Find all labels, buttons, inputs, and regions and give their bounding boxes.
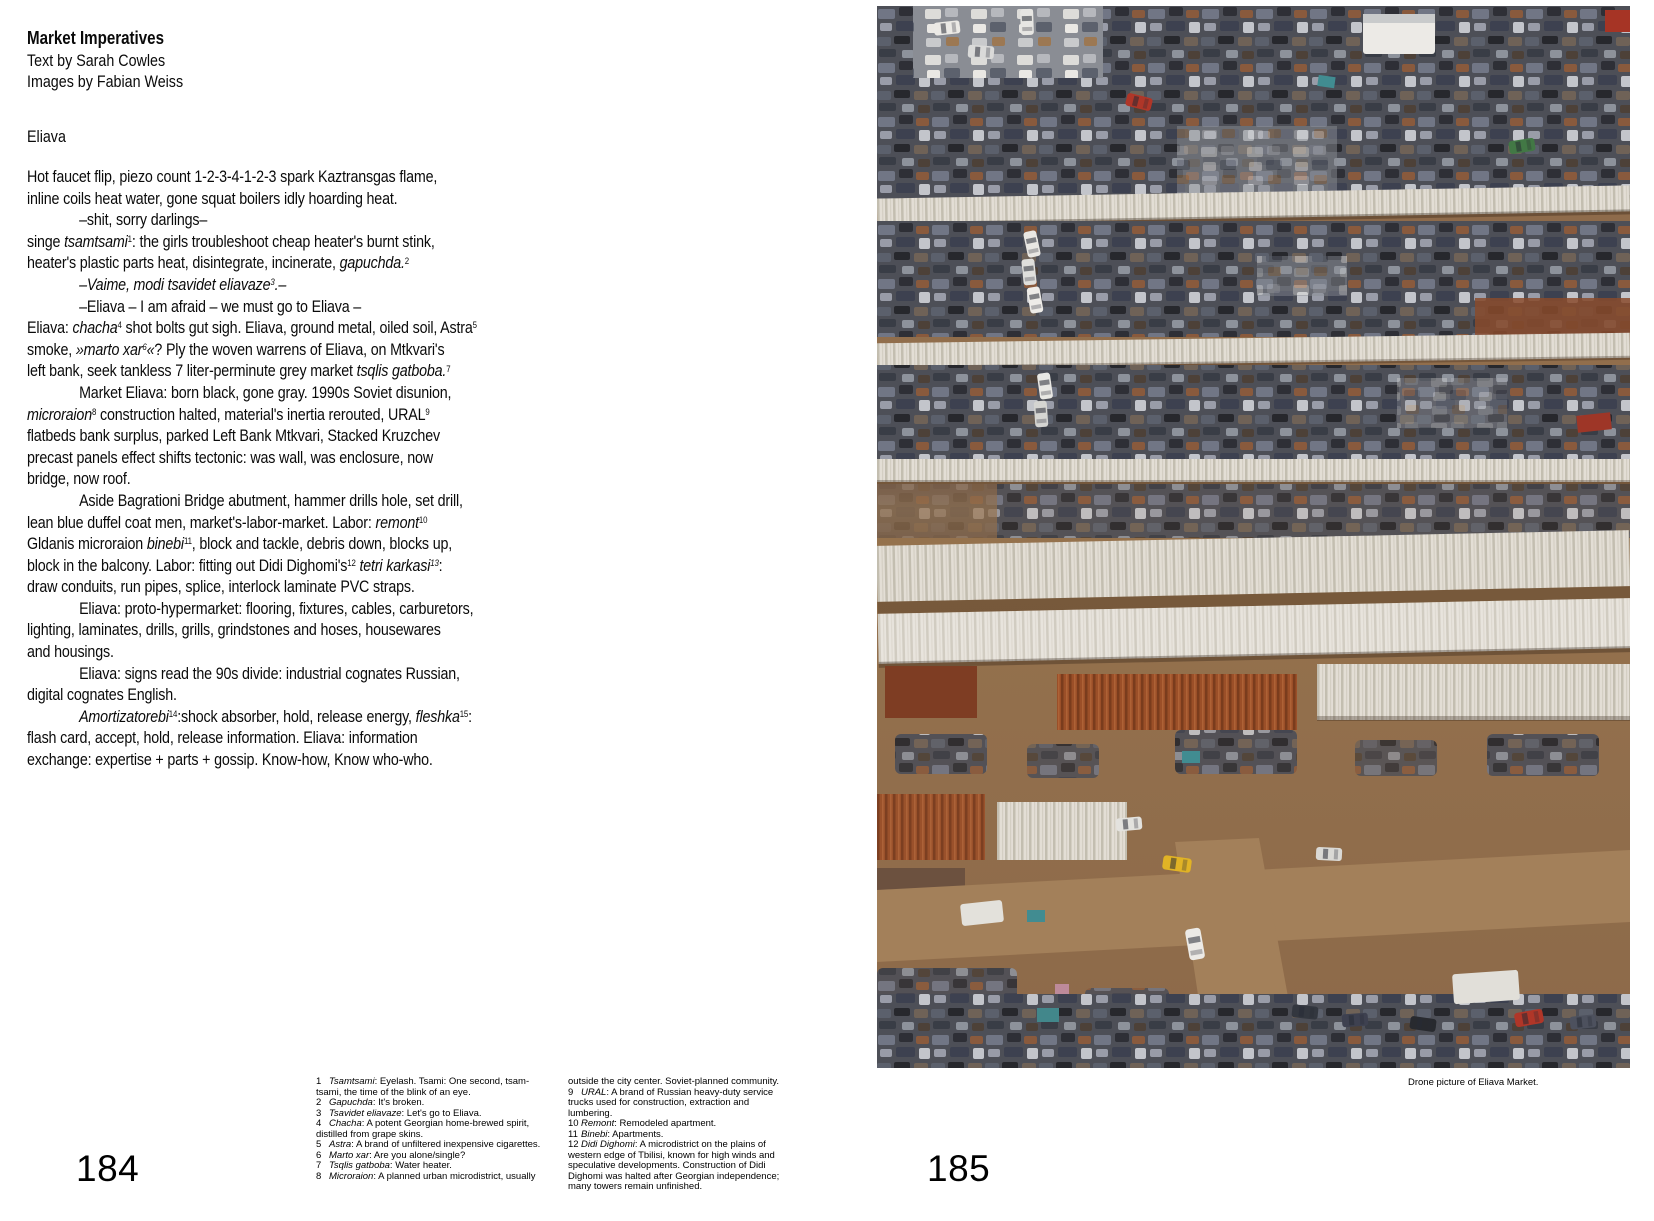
body-line: lean blue duffel coat men, market's-labor-market. Labor: remont$^{10}$ bbox=[27, 512, 428, 532]
body-line: heater's plastic parts heat, disintegrate, incinerate, gapuchda.$^2$ bbox=[27, 253, 409, 273]
body-line: flatbeds bank surplus, parked Left Bank Mtkvari, Stacked Kruzchev bbox=[27, 426, 440, 446]
body-line: flash card, accept, hold, release information. Eliava: information bbox=[27, 728, 418, 748]
body-line: Eliava: signs read the 90s divide: industrial cognates Russian, bbox=[79, 663, 460, 683]
page-number-left: 184 bbox=[76, 1148, 140, 1189]
body-line: draw conduits, run pipes, splice, interlock laminate PVC straps. bbox=[27, 577, 415, 597]
text-column bbox=[27, 28, 565, 771]
page-number-right: 185 bbox=[927, 1148, 991, 1189]
footnote-item: 6 Marto xar: Are you alone/single? bbox=[316, 1149, 466, 1161]
footnote-item: 4 Chacha: A potent Georgian home-brewed spirit, distilled from grape skins. bbox=[316, 1118, 530, 1140]
body-line: and housings. bbox=[27, 642, 114, 662]
section-heading: Eliava bbox=[27, 126, 66, 146]
footnote-item: 2 Gapuchda: It's broken. bbox=[316, 1097, 425, 1108]
body-line: exchange: expertise + parts + gossip. Know-how, Know who-who. bbox=[27, 750, 433, 770]
body-line: left bank, seek tankless 7 liter-perminute grey market tsqlis gatboba.$^7$ bbox=[27, 361, 451, 381]
text-byline: Text by Sarah Cowles bbox=[27, 50, 166, 70]
body-line: Gldanis microraion binebi$^{11}$, block and tackle, debris down, blocks up, bbox=[27, 534, 453, 554]
body-line: –shit, sorry darlings– bbox=[79, 210, 208, 230]
photo-caption: Drone picture of Eliava Market. bbox=[1408, 1077, 1539, 1088]
body-line: –Vaime, modi tsavidet eliavaze$^3$.– bbox=[79, 274, 287, 294]
body-line: Market Eliava: born black, gone gray. 1990s Soviet disunion, bbox=[79, 382, 452, 402]
body-line: –Eliava – I am afraid – we must go to Eliava – bbox=[79, 296, 362, 316]
footnotes-col-1 bbox=[316, 1077, 548, 1182]
footnote-item: 9 URAL: A brand of Russian heavy-duty service trucks used for construction, extraction and lumbering. bbox=[568, 1086, 774, 1119]
body-text bbox=[27, 166, 565, 771]
footnote-item: 11 Binebi: Apartments. bbox=[568, 1128, 664, 1140]
footnote-item: 10 Remont: Remodeled apartment. bbox=[568, 1118, 717, 1129]
body-line: Amortizatorebi$^{14}$:shock absorber, hold, release energy, fleshka$^{15}$: bbox=[79, 706, 472, 726]
body-line: inline coils heat water, gone squat boilers idly hoarding heat. bbox=[27, 188, 398, 208]
footnote-item: outside the city center. Soviet-planned community. bbox=[568, 1076, 780, 1087]
body-line: Hot faucet flip, piezo count 1-2-3-4-1-2-3 spark Kaztransgas flame, bbox=[27, 167, 438, 186]
body-line: singe tsamtsami$^1$: the girls troubleshoot cheap heater's burnt stink, bbox=[27, 231, 435, 251]
images-credit: Images by Fabian Weiss bbox=[27, 72, 184, 91]
footnote-item: 7 Tsqlis gatboba: Water heater. bbox=[316, 1160, 452, 1171]
body-line: Aside Bagrationi Bridge abutment, hammer drills hole, set drill, bbox=[79, 490, 463, 510]
footnotes-col-2 bbox=[568, 1077, 788, 1193]
footnote-item: 8 Microraion: A planned urban microdistrict, usually bbox=[316, 1170, 536, 1182]
article-title: Market Imperatives bbox=[27, 28, 164, 48]
footnote-item: 1 Tsamtsami: Eyelash. Tsami: One second, tsam-tsami, the time of the blink of an eye. bbox=[316, 1076, 530, 1098]
body-line: precast panels effect shifts tectonic: was wall, was enclosure, now bbox=[27, 447, 433, 467]
body-line: Eliava: chacha$^4$ shot bolts gut sigh. Eliava, ground metal, oiled soil, Astra$^5$ bbox=[27, 318, 477, 338]
footnote-item: 3 Tsavidet eliavaze: Let's go to Eliava. bbox=[316, 1107, 482, 1119]
footnote-item: 5 Astra: A brand of unfiltered inexpensive cigarettes. bbox=[316, 1139, 541, 1150]
body-line: Eliava: proto-hypermarket: flooring, fixtures, cables, carburetors, bbox=[79, 598, 474, 618]
body-line: smoke, »marto xar$^6$«? Ply the woven warrens of Eliava, on Mtkvari's bbox=[27, 339, 445, 359]
body-line: bridge, now roof. bbox=[27, 469, 131, 489]
drone-photo bbox=[877, 6, 1630, 1068]
body-line: block in the balcony. Labor: fitting out Didi $Dighomi's^{12}$ tetri karkasi$^{13}$: bbox=[27, 555, 443, 575]
body-line: microraion$^8$ construction halted, material's inertia rerouted, URAL$^9$ bbox=[27, 404, 430, 424]
footnote-item: 12 Didi Dighomi: A microdistrict on the plains of western edge of Tbilisi, known for high winds and speculative developments. Construction of Didi Dighomi was halted after Georgian independence; many towers remain unfinished. bbox=[568, 1139, 780, 1192]
body-line: lighting, laminates, drills, grills, grindstones and hoses, housewares bbox=[27, 620, 441, 640]
body-line: digital cognates English. bbox=[27, 685, 177, 705]
